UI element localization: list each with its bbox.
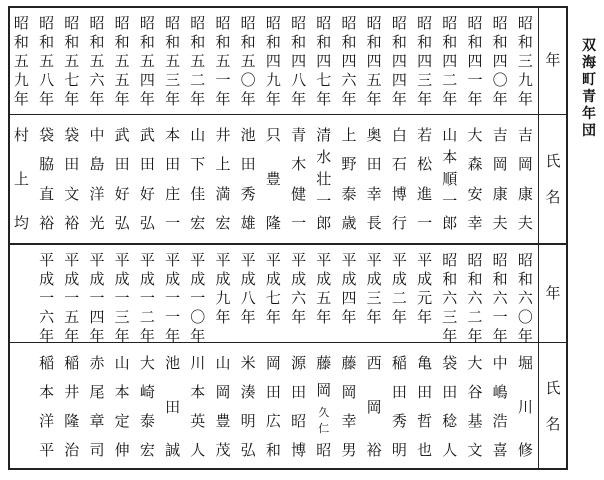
year-cell: 昭 和 四 四 年 — [391, 14, 407, 108]
name-cell: 吉 岡 康 夫 — [517, 126, 533, 232]
year-cell: 平 成 九 年 — [215, 251, 231, 326]
year-cell: 昭 和 三 九 年 — [517, 14, 533, 108]
name-cell: 袋 田 稔 人 — [442, 354, 458, 459]
name-cell: 吉 岡 康 夫 — [492, 126, 508, 232]
header-column-divider — [538, 6, 539, 470]
name-cell: 武 田 好 弘 — [139, 126, 155, 232]
name-cell: 堀 川 修 — [517, 354, 533, 459]
year-cell: 平 成 一 二 年 — [139, 251, 155, 345]
year-cell: 平 成 八 年 — [240, 251, 256, 326]
year-cell: 昭 和 五 四 年 — [139, 14, 155, 108]
row-divider — [8, 114, 568, 115]
name-cell: 大 谷 基 文 — [467, 354, 483, 459]
name-cell: 源 田 昭 博 — [291, 354, 307, 459]
year-cell: 平 成 二 年 — [391, 251, 407, 326]
year-cell: 平 成 一 一 年 — [165, 251, 181, 345]
name-cell: 本 田 庄 一 — [165, 126, 181, 232]
name-cell: 池 田 秀 雄 — [240, 126, 256, 232]
year-header: 年 — [545, 283, 561, 302]
name-cell: 藤 岡 幸 男 — [341, 354, 357, 459]
year-cell: 平 成 一 〇 年 — [190, 251, 206, 345]
name-cell: 山 本 定 伸 — [114, 354, 130, 459]
year-cell: 平 成 一 三 年 — [114, 251, 130, 345]
year-cell: 昭 和 四 三 年 — [417, 14, 433, 108]
name-cell: 大 森 安 幸 — [467, 126, 483, 232]
year-cell: 昭 和 四 六 年 — [341, 14, 357, 108]
name-cell: 上 野 泰 歳 — [341, 126, 357, 232]
year-cell: 平 成 五 年 — [316, 251, 332, 326]
year-cell: 昭 和 五 三 年 — [165, 14, 181, 108]
name-cell: 清 水 壮 一 郎 — [316, 126, 332, 232]
name-cell: 山 岡 豊 茂 — [215, 354, 231, 459]
name-cell: 岡 田 広 和 — [265, 354, 281, 459]
document-title — [580, 38, 598, 140]
year-cell: 平 成 一 五 年 — [64, 251, 80, 345]
title-char: 青 — [582, 89, 596, 105]
name-cell: 池 田 誠 — [165, 354, 181, 459]
name-cell: 青 木 健 一 — [291, 126, 307, 232]
roster-table — [8, 6, 568, 470]
name-cell: 山 下 佳 宏 — [190, 126, 206, 232]
name-cell: 奥 田 幸 長 — [366, 126, 382, 232]
name-cell: 亀 田 哲 也 — [417, 354, 433, 459]
name-cell: 西 岡 裕 — [366, 354, 382, 459]
year-cell: 昭 和 五 一 年 — [215, 14, 231, 108]
year-cell: 昭 和 六 三 年 — [442, 251, 458, 345]
name-cell: 川 本 英 人 — [190, 354, 206, 459]
year-cell: 平 成 一 六 年 — [39, 251, 55, 345]
name-cell: 中 島 洋 光 — [89, 126, 105, 232]
year-cell: 昭 和 六 一 年 — [492, 251, 508, 345]
name-header: 氏 名 — [545, 379, 561, 433]
name-cell: 赤 尾 章 司 — [89, 354, 105, 459]
year-cell: 昭 和 四 五 年 — [366, 14, 382, 108]
name-cell: 稲 本 洋 平 — [39, 354, 55, 459]
year-cell: 平 成 元 年 — [417, 251, 433, 326]
year-cell: 昭 和 五 〇 年 — [240, 14, 256, 108]
year-cell: 昭 和 五 五 年 — [114, 14, 130, 108]
year-cell: 昭 和 四 二 年 — [442, 14, 458, 108]
name-cell: 山 本 順 一 郎 — [442, 126, 458, 232]
year-cell: 平 成 一 四 年 — [89, 251, 105, 345]
name-cell: 井 上 満 宏 — [215, 126, 231, 232]
name-cell: 袋 脇 直 裕 — [39, 126, 55, 232]
year-cell: 平 成 三 年 — [366, 251, 382, 326]
year-cell: 昭 和 四 七 年 — [316, 14, 332, 108]
name-cell: 藤 岡 久 仁 昭 — [316, 354, 332, 459]
year-cell: 昭 和 四 〇 年 — [492, 14, 508, 108]
name-cell: 武 田 好 弘 — [114, 126, 130, 232]
name-cell: 大 崎 泰 宏 — [139, 354, 155, 459]
name-cell: 若 松 進 一 — [417, 126, 433, 232]
year-cell: 平 成 六 年 — [291, 251, 307, 326]
year-cell: 昭 和 五 九 年 — [13, 14, 29, 108]
year-cell: 昭 和 四 八 年 — [291, 14, 307, 108]
year-cell: 昭 和 六 〇 年 — [517, 251, 533, 345]
title-char: 年 — [582, 106, 596, 122]
name-cell: 中 嶋 浩 喜 — [492, 354, 508, 459]
name-cell: 稲 井 隆 治 — [64, 354, 80, 459]
year-cell: 平 成 七 年 — [265, 251, 281, 326]
title-char: 団 — [582, 123, 596, 139]
name-cell: 村 上 均 — [13, 126, 29, 232]
year-cell: 昭 和 五 七 年 — [64, 14, 80, 108]
year-cell: 平 成 四 年 — [341, 251, 357, 326]
row-divider — [8, 243, 568, 245]
year-header: 年 — [545, 51, 561, 69]
title-char: 海 — [582, 55, 596, 71]
year-cell: 昭 和 六 二 年 — [467, 251, 483, 345]
year-cell: 昭 和 五 八 年 — [39, 14, 55, 108]
title-char: 町 — [582, 72, 596, 88]
year-cell: 昭 和 四 九 年 — [265, 14, 281, 108]
title-char: 双 — [582, 38, 596, 54]
year-cell: 昭 和 五 六 年 — [89, 14, 105, 108]
name-cell: 袋 田 文 裕 — [64, 126, 80, 232]
year-cell: 昭 和 五 二 年 — [190, 14, 206, 108]
name-cell: 米 湊 明 弘 — [240, 354, 256, 459]
name-cell: 只 豊 隆 — [265, 126, 281, 232]
name-cell: 白 石 博 行 — [391, 126, 407, 232]
name-cell: 稲 田 秀 明 — [391, 354, 407, 459]
year-cell: 昭 和 四 一 年 — [467, 14, 483, 108]
name-header: 氏 名 — [545, 151, 561, 206]
